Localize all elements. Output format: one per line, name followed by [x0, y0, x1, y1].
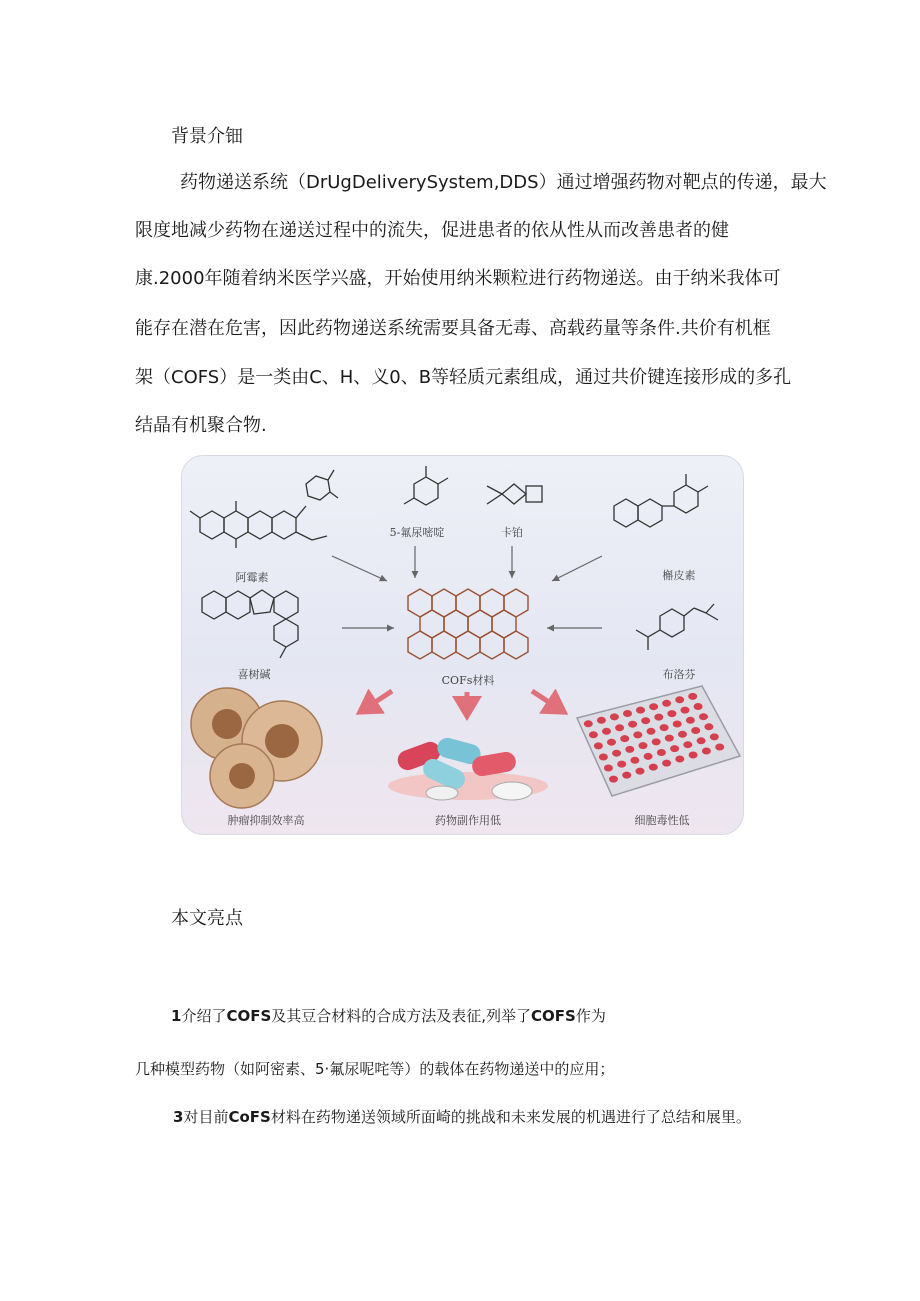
- tumor-cells-illustration: [191, 688, 322, 808]
- section-heading-highlights: 本文亮点: [171, 908, 243, 929]
- plate-well: [644, 753, 653, 760]
- paragraph-line: 架（COFS）是一类由C、H、义0、B等轻质元素组成，通过共价键连接形成的多孔: [135, 367, 792, 388]
- highlight-text: 材料在药物递送领域所面崎的挑战和未来发展的机遇进行了总结和展里。: [270, 1108, 751, 1126]
- section-heading-background: 背景介钿: [171, 126, 243, 147]
- plate-well: [612, 750, 621, 757]
- label-carboplatin: 卡铂: [501, 526, 523, 539]
- plate-well: [617, 761, 626, 768]
- plate-well: [691, 727, 700, 734]
- plate-well: [710, 733, 719, 740]
- plate-well: [654, 714, 663, 721]
- plate-well: [681, 707, 690, 714]
- plate-well: [639, 742, 648, 749]
- plate-well: [667, 710, 676, 717]
- plate-well: [628, 721, 637, 728]
- plate-well: [704, 723, 713, 730]
- plate-well: [673, 721, 682, 728]
- figure-canvas: [182, 456, 743, 834]
- highlight-number: 1: [171, 1007, 182, 1025]
- plate-well: [630, 757, 639, 764]
- plate-well: [597, 717, 606, 724]
- paragraph-line: 结晶有机聚合物.: [135, 415, 267, 436]
- pills-illustration: [388, 736, 548, 800]
- highlight-text: 作为: [575, 1007, 606, 1025]
- label-cofs: COFs材料: [441, 674, 495, 687]
- quercetin-structure: [614, 474, 708, 527]
- plate-well: [697, 737, 706, 744]
- plate-well: [636, 768, 645, 775]
- plate-well: [609, 776, 618, 783]
- plate-well: [633, 731, 642, 738]
- doxorubicin-structure: [190, 470, 338, 548]
- label-quercetin: 槲皮素: [662, 569, 696, 582]
- highlight-term: COFS: [226, 1007, 272, 1025]
- label-low-toxicity: 细胞毒性低: [634, 814, 690, 827]
- plate-well: [622, 772, 631, 779]
- label-low-side-effect: 药物副作用低: [435, 814, 501, 827]
- fluorouracil-structure: [404, 466, 448, 505]
- output-arrows: [360, 691, 564, 716]
- plate-well: [649, 764, 658, 771]
- plate-well: [702, 748, 711, 755]
- label-fluorouracil: 5-氟尿嘧啶: [389, 526, 445, 539]
- highlight-text: 及其豆合材料的合成方法及表征,列举了: [271, 1007, 532, 1025]
- highlight-text: 介绍了: [181, 1007, 227, 1025]
- plate-well: [686, 717, 695, 724]
- plate-well: [660, 724, 669, 731]
- label-tumor-inhibition: 肿瘤抑制效率高: [227, 814, 305, 827]
- paragraph-line: 康.2000年随着纳米医学兴盛，开始使用纳米颗粒进行药物递送。由于纳米我体可: [135, 268, 781, 289]
- plate-well: [599, 754, 608, 761]
- highlight-text: 对目前: [183, 1108, 229, 1126]
- plate-well: [604, 765, 613, 772]
- ibuprofen-structure: [636, 604, 718, 650]
- plate-well: [675, 756, 684, 763]
- highlight-item-3: [173, 1110, 751, 1125]
- cofs-framework: [408, 589, 528, 659]
- plate-well: [607, 739, 616, 746]
- plate-well: [699, 713, 708, 720]
- plate-well: [647, 728, 656, 735]
- plate-well: [689, 752, 698, 759]
- highlight-term: CoFS: [228, 1108, 271, 1126]
- plate-well: [678, 731, 687, 738]
- label-camptothecin: 喜树碱: [237, 668, 271, 681]
- paragraph-line: 限度地减少药物在递送过程中的流失，促进患者的依从性从而改善患者的健: [135, 220, 729, 241]
- plate-well: [594, 742, 603, 749]
- plate-well: [636, 707, 645, 714]
- carboplatin-structure: [487, 484, 542, 504]
- plate-well: [670, 745, 679, 752]
- paragraph-line: 能存在潜在危害，因此药物递送系统需要具备无毒、高载药量等条件.共价有机框: [135, 318, 771, 339]
- highlight-item-1: [171, 1009, 606, 1024]
- plate-well: [610, 713, 619, 720]
- plate-well: [620, 735, 629, 742]
- highlight-number: 3: [173, 1108, 184, 1126]
- plate-well: [662, 700, 671, 707]
- label-doxorubicin: 阿霉素: [235, 571, 269, 584]
- plate-well: [665, 735, 674, 742]
- plate-well: [657, 749, 666, 756]
- plate-well: [675, 696, 684, 703]
- plate-well: [615, 724, 624, 731]
- label-ibuprofen: 布洛芬: [662, 668, 696, 681]
- plate-well: [662, 760, 671, 767]
- well-plate-illustration: [577, 686, 740, 796]
- plate-well: [649, 703, 658, 710]
- plate-well: [584, 720, 593, 727]
- highlight-term: COFS: [531, 1007, 576, 1025]
- plate-well: [589, 731, 598, 738]
- cofs-drug-delivery-figure: [181, 455, 744, 835]
- plate-well: [715, 744, 724, 751]
- plate-well: [602, 728, 611, 735]
- highlight-item-1-continued: 几种模型药物（如阿密素、5·氟尿呢咤等）的载体在药物递送中的应用；: [135, 1060, 615, 1078]
- plate-well: [688, 693, 697, 700]
- plate-well: [625, 746, 634, 753]
- plate-well: [652, 738, 661, 745]
- plate-well: [683, 741, 692, 748]
- paragraph-line: 药物递送系统（DrUgDeliverySystem,DDS）通过增强药物对靶点的传递，最大: [180, 172, 827, 193]
- camptothecin-structure: [202, 590, 298, 658]
- plate-well: [641, 717, 650, 724]
- plate-well: [623, 710, 632, 717]
- plate-well: [694, 703, 703, 710]
